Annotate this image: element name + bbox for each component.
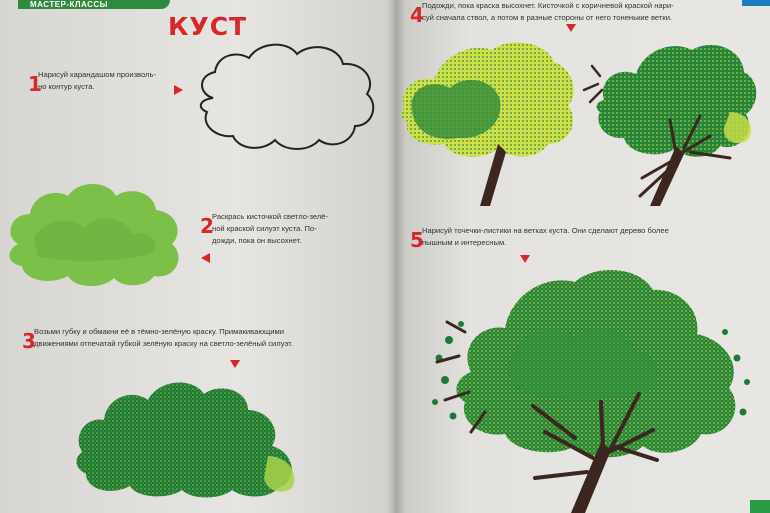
section-tab bbox=[18, 0, 170, 9]
step-2-line-3: дожди, пока он высохнет. bbox=[212, 236, 302, 245]
step-5-line-1: Нарисуй точечки-листики на ветках куста. Они сделают дерево более bbox=[422, 226, 669, 235]
step-1-arrow-icon bbox=[174, 85, 183, 95]
step-4-text bbox=[422, 0, 674, 24]
step-3-number: 3 bbox=[22, 329, 36, 353]
bush-outline-drawing bbox=[193, 38, 381, 156]
step-3-line-2: движениями отпечатай губкой зелёную краску на светло-зелёный силуэт. bbox=[34, 339, 293, 348]
step-4-arrow-icon bbox=[566, 24, 576, 32]
step-1-text bbox=[38, 69, 156, 93]
step-5-line-2: пышным и интересным. bbox=[422, 238, 507, 247]
step-1-line-1: Нарисуй карандашом произволь- bbox=[38, 70, 156, 79]
step-1-number: 1 bbox=[28, 72, 42, 96]
step-3-line-1: Возьми губку и обмакни её в тёмно-зелёную краску. Примакивающими bbox=[34, 327, 284, 336]
step-2-line-1: Раскрась кисточкой светло-зелё- bbox=[212, 212, 329, 221]
step-2-number: 2 bbox=[200, 214, 214, 238]
sponged-bush bbox=[72, 360, 302, 500]
step-2-arrow-icon bbox=[201, 253, 210, 263]
step-1-line-2: но контур куста. bbox=[38, 82, 95, 91]
section-tab-right bbox=[742, 0, 770, 6]
step-4-number: 4 bbox=[410, 3, 424, 27]
finished-tree-with-leaves bbox=[425, 262, 755, 513]
step-5-number: 5 bbox=[410, 228, 424, 252]
tree-with-branches-b bbox=[580, 36, 760, 208]
step-4-line-2: суй сначала ствол, а потом в разные стороны от него тоненькие ветки. bbox=[422, 13, 673, 22]
step-4-line-1: Подожди, пока краска высохнет. Кисточкой с коричневой краской нари- bbox=[422, 1, 674, 10]
step-2-text bbox=[212, 211, 328, 247]
step-3-text bbox=[34, 326, 293, 350]
step-2-line-2: ной краской силуэт куста. По- bbox=[212, 224, 317, 233]
page-title: КУСТ bbox=[168, 12, 248, 41]
light-green-bush-silhouette bbox=[4, 178, 184, 290]
step-5-text bbox=[422, 225, 669, 249]
tree-with-trunk-a bbox=[398, 36, 580, 208]
section-label: МАСТЕР-КЛАССЫ bbox=[30, 0, 109, 9]
